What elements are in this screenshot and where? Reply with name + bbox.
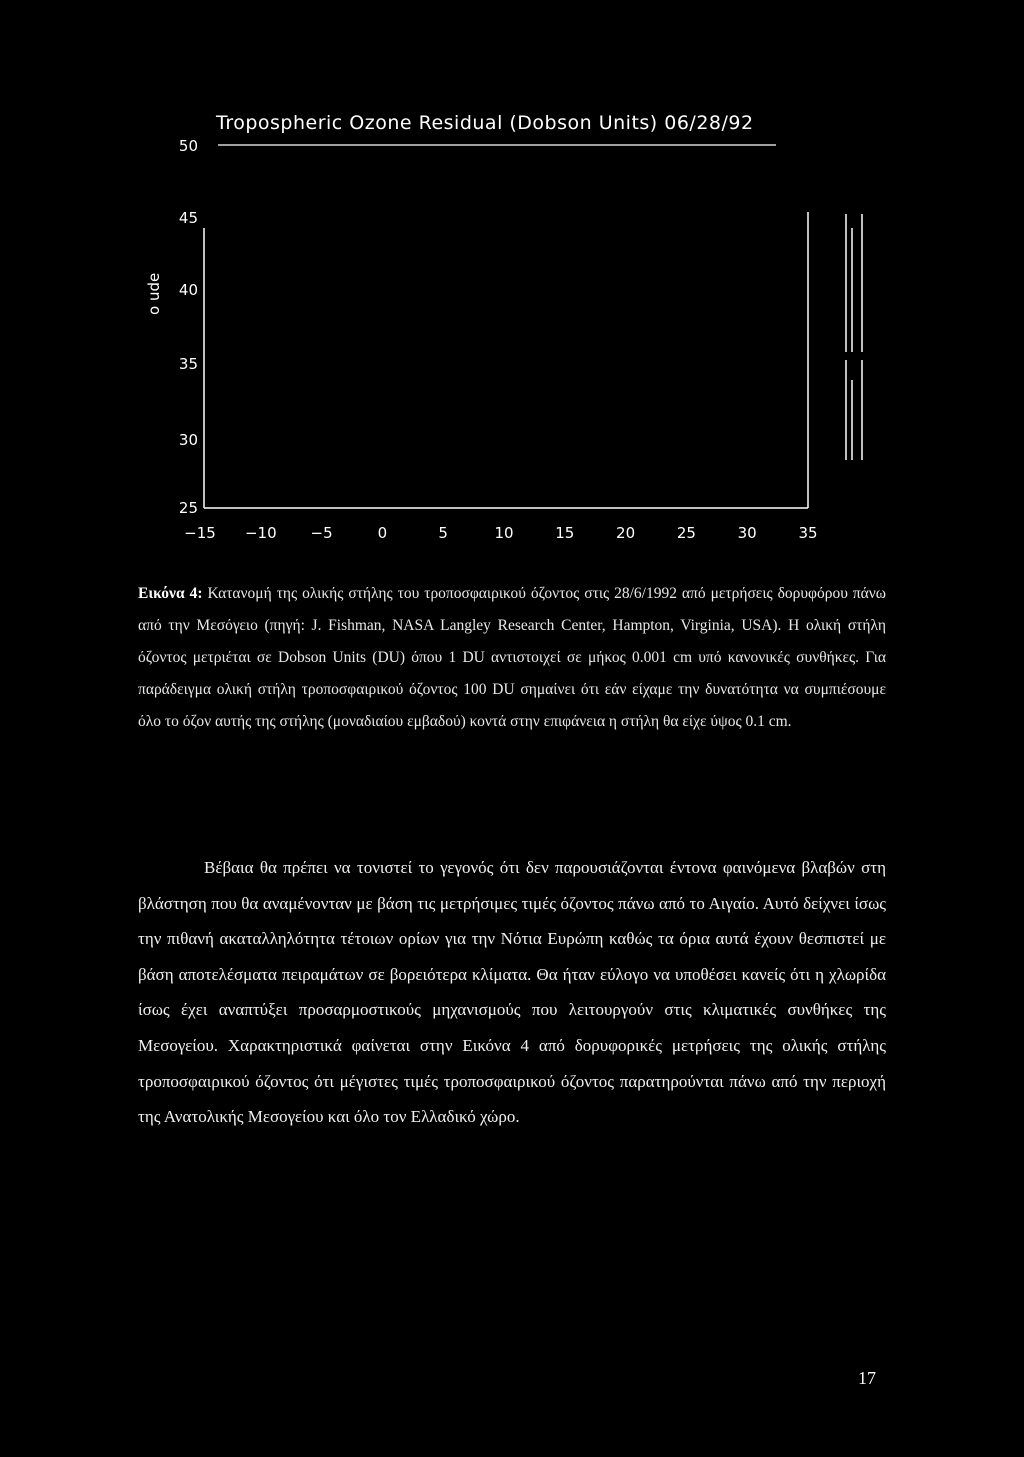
color-scale-bars — [846, 214, 862, 460]
body-paragraph — [138, 850, 886, 1135]
x-tick-label: 20 — [616, 524, 636, 542]
x-tick-label: −5 — [310, 524, 333, 542]
y-tick-label: 40 — [178, 281, 198, 299]
caption-text: Κατανομή της ολικής στήλης του τροποσφαιρικού όζοντος στις 28/6/1992 από μετρήσεις δορυφόρου πάνω από την Μεσόγειο (πηγή: J. Fishman, NASA Langley Research Center, Hampton, Virginia, USA). Η ολική στήλη όζοντος μετριέται σε Dobson Units (DU) όπου 1 DU αντιστοιχεί σε μήκος 0.001 cm υπό κανονικές συνθήκες. Για παράδειγμα ολική στήλη τροποσφαιρικού όζοντος 100 DU σημαίνει ότι εάν είχαμε την δυνατότητα να συμπιέσουμε όλο το όζον αυτής της στήλης (μοναδιαίου εμβαδού) κοντά στην επιφάνεια η στήλη θα είχε ύψος 0.1 cm. — [138, 585, 887, 730]
x-tick-label: 0 — [377, 524, 388, 542]
paragraph-text: Βέβαια θα πρέπει να τονιστεί το γεγονός ότι δεν παρουσιάζονται έντονα φαινόμενα βλαβών στη βλάστηση που θα αναμένονταν με βάση τις μετρήσιμες τιμές όζοντος πάνω από το Αιγαίο. Αυτό δείχνει ίσως την πιθανή ακαταλληλότητα τέτοιων ορίων για την Νότια Ευρώπη καθώς τα όρια αυτά έχουν θεσπιστεί με βάση αποτελέσματα πειραμάτων σε βορειότερα κλίματα. Θα ήταν εύλογο να υποθέσει κανείς ότι η χλωρίδα ίσως έχει αναπτύξει προσαρμοστικούς μηχανισμούς που λειτουργούν στις κλιματικές συνθήκες της Μεσογείου. Χαρακτηριστικά φαίνεται στην Εικόνα 4 από δορυφορικές μετρήσεις της ολικής στήλης τροποσφαιρικού όζοντος ότι μέγιστες τιμές τροποσφαιρικού όζοντος παρατηρούνται πάνω από την περιοχή της Ανατολικής Μεσογείου και όλο τον Ελλαδικό χώρο. — [138, 858, 886, 1127]
x-tick-label: 30 — [737, 524, 757, 542]
y-tick-label: 25 — [178, 499, 198, 517]
chart-title: Tropospheric Ozone Residual (Dobson Units) 06/28/92 — [216, 112, 754, 134]
x-tick-label: 15 — [555, 524, 575, 542]
x-tick-label: 25 — [676, 524, 696, 542]
y-tick-label: 30 — [178, 431, 198, 449]
y-tick-label: 50 — [178, 137, 198, 155]
x-tick-label: 35 — [798, 524, 818, 542]
page-number: 17 — [858, 1368, 876, 1388]
x-tick-label: −15 — [184, 524, 216, 542]
caption-label: Εικόνα 4: — [138, 585, 203, 602]
x-tick-label: −10 — [244, 524, 277, 542]
figure-caption — [138, 578, 886, 738]
x-tick-label: 10 — [494, 524, 514, 542]
y-tick-label: 35 — [178, 355, 198, 373]
x-tick-label: 5 — [438, 524, 448, 542]
y-tick-label: 45 — [178, 209, 198, 227]
y-axis-label: o ude — [145, 272, 163, 315]
